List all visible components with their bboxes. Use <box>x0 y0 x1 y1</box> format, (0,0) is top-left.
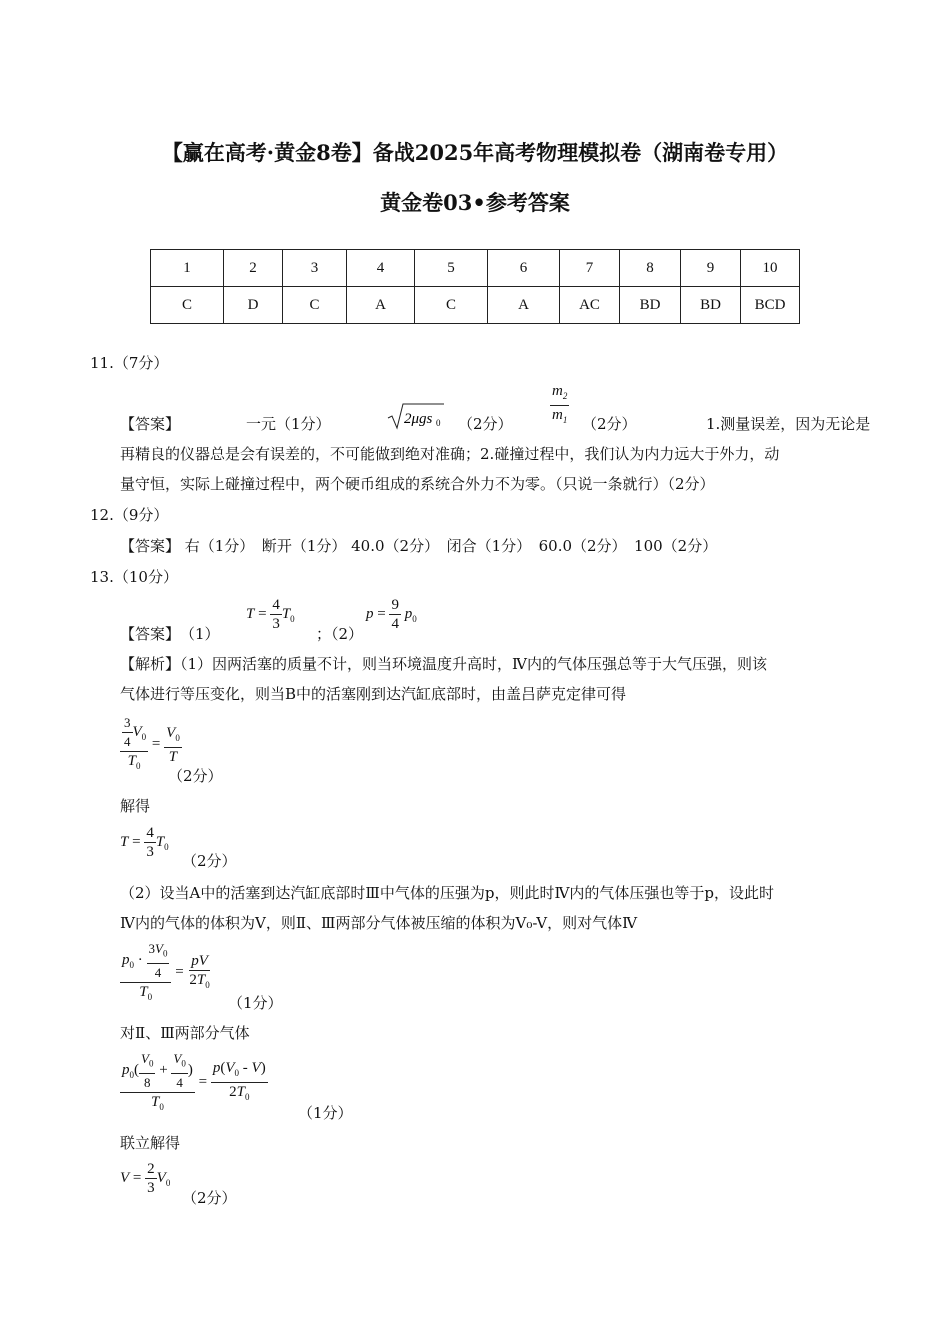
q13-heading: 13.（10分） <box>90 568 178 586</box>
table-cell: 4 <box>347 250 415 287</box>
answer-table <box>150 249 800 324</box>
table-cell: 5 <box>415 250 488 287</box>
table-cell: 9 <box>681 250 741 287</box>
q11-answer-4: 1.测量误差，因为无论是 <box>706 415 871 433</box>
table-cell: 2 <box>224 250 283 287</box>
q13-formula-p: p = $\frac{9}{4}$ $p_0$ <box>366 597 417 632</box>
equation-4-score: （1分） <box>298 1104 353 1122</box>
table-cell: BD <box>681 287 741 324</box>
table-cell: 6 <box>488 250 560 287</box>
q11-answer-3-score: （2分） <box>582 415 637 433</box>
q11-line-3: 量守恒，实际上碰撞过程中，两个硬币组成的系统合外力不为零。（只说一条就行）（2分） <box>120 475 715 493</box>
table-cell: 10 <box>741 250 800 287</box>
q11-sqrt-formula <box>386 402 446 435</box>
table-cell: C <box>415 287 488 324</box>
equation-5: V = $\frac{2}{3}$ $V_0$ <box>120 1161 171 1196</box>
equation-4: $p_0$( $\frac{V_0}{8}$ + $\frac{V_0}{4}$ ) $T_0$ = $\frac{p(V_0 - V)}{2T_0}$ <box>122 1051 266 1112</box>
q11-answer-label: 【答案】 <box>120 415 181 433</box>
table-row-numbers <box>151 250 800 287</box>
table-cell: C <box>151 287 224 324</box>
table-cell: C <box>283 287 347 324</box>
q13-separator: ；（2） <box>316 625 364 643</box>
page-subtitle: 黄金卷03•参考答案 <box>380 190 570 215</box>
q11-heading: 11.（7分） <box>90 354 169 372</box>
equation-1-score: （2分） <box>168 767 223 785</box>
table-cell: AC <box>560 287 620 324</box>
solve-label-1: 解得 <box>120 797 151 815</box>
q13-answer-label: 【答案】 （1） <box>120 625 220 643</box>
q13-analysis-1: 【解析】（1）因两活塞的质量不计，则当环境温度升高时，Ⅳ内的气体压强总等于大气压强，则该 <box>120 655 768 673</box>
svg-text:0: 0 <box>436 418 441 428</box>
q13-formula-T: T = $\frac{4}{3}$ $T_0$ <box>246 597 295 632</box>
table-cell: BD <box>620 287 681 324</box>
q11-answer-1: 一元（1分） <box>246 415 331 433</box>
table-row-answers <box>151 287 800 324</box>
table-cell: 1 <box>151 250 224 287</box>
q11-mass-ratio: $\frac{m_2}{m_1}$ <box>552 383 568 425</box>
equation-2-score: （2分） <box>182 852 237 870</box>
q13-analysis-2: 气体进行等压变化，则当B中的活塞刚到达汽缸底部时，由盖吕萨克定律可得 <box>120 685 627 703</box>
equation-1: $\frac{3}{4}$ $V_0$ $T_0$ = $\frac{V_0}{T}$ <box>120 714 182 775</box>
solve-label-2: 联立解得 <box>120 1134 181 1152</box>
svg-text:2μgs: 2μgs <box>404 411 433 427</box>
table-cell: A <box>347 287 415 324</box>
equation-3: $p_0$ · $\frac{3V_0}{4}$ $T_0$ = $\frac{pV}{2T_0}$ <box>122 941 210 1002</box>
for-gas-label: 对Ⅱ、Ⅲ两部分气体 <box>120 1024 250 1042</box>
page-title: 【赢在高考·黄金8卷】备战2025年高考物理模拟卷（湖南卷专用） <box>161 140 789 165</box>
table-cell: 7 <box>560 250 620 287</box>
table-cell: D <box>224 287 283 324</box>
q12-heading: 12.（9分） <box>90 506 169 524</box>
q13-part2-2: Ⅳ内的气体的体积为V，则Ⅱ、Ⅲ两部分气体被压缩的体积为V₀-V，则对气体Ⅳ <box>120 914 638 932</box>
q11-line-2: 再精良的仪器总是会有误差的，不可能做到绝对准确；2.碰撞过程中，我们认为内力远大于外力，动 <box>120 445 780 463</box>
q12-answer: 【答案】 右（1分） 断开（1分） 40.0（2分） 闭合（1分） 60.0（2分） 100（2分） <box>120 537 718 555</box>
table-cell: A <box>488 287 560 324</box>
q11-answer-2-score: （2分） <box>458 415 513 433</box>
equation-2: T = $\frac{4}{3}$ $T_0$ <box>120 825 169 860</box>
table-cell: BCD <box>741 287 800 324</box>
equation-5-score: （2分） <box>182 1189 237 1207</box>
table-cell: 3 <box>283 250 347 287</box>
sqrt-expression <box>386 402 446 430</box>
equation-3-score: （1分） <box>228 994 283 1012</box>
table-cell: 8 <box>620 250 681 287</box>
q13-part2-1: （2）设当A中的活塞到达汽缸底部时Ⅲ中气体的压强为p，则此时Ⅳ内的气体压强也等于p，设此时 <box>120 884 775 902</box>
